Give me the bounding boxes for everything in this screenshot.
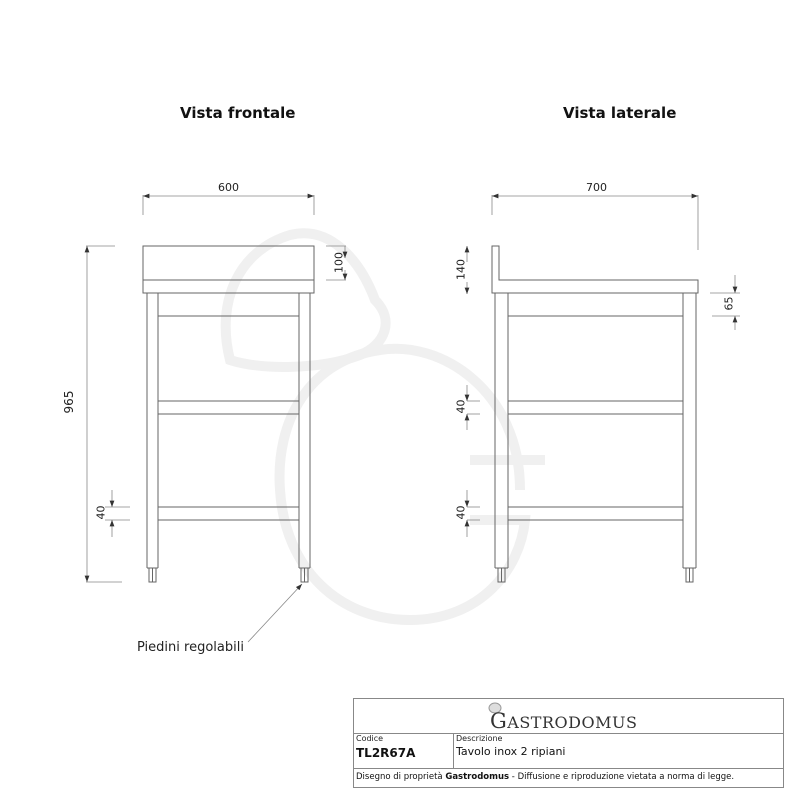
front-top-dim: 100	[332, 252, 346, 273]
side-shelf-dim-upper: 40	[454, 399, 468, 414]
title-block	[353, 698, 784, 788]
dimension-lines	[86, 195, 740, 642]
description-cell	[454, 733, 783, 769]
callout-leader	[248, 584, 302, 642]
side-backsplash-dim: 140	[454, 259, 468, 280]
front-width-dim: 600	[218, 181, 239, 194]
side-view-title: Vista laterale	[563, 104, 677, 122]
side-depth-dim: 700	[586, 181, 607, 194]
code-cell	[354, 733, 454, 769]
description-label: Descrizione	[456, 734, 503, 743]
side-top-dim: 65	[722, 296, 736, 311]
front-height-dim: 965	[62, 390, 76, 414]
brand-logo-area	[354, 699, 783, 734]
front-view-title: Vista frontale	[180, 104, 296, 122]
adjustable-feet-label: Piedini regolabili	[137, 640, 244, 655]
description-value: Tavolo inox 2 ripiani	[456, 745, 566, 758]
watermark-logo	[226, 233, 545, 620]
copyright-notice: Disegno di proprietà Gastrodomus - Diffusione e riproduzione vietata a norma di legge.	[356, 772, 735, 782]
code-label: Codice	[356, 734, 384, 743]
brand-name: GASTRODOMUS	[490, 709, 638, 733]
code-value: TL2R67A	[356, 746, 416, 760]
front-shelf-dim: 40	[94, 505, 108, 520]
side-shelf-dim-lower: 40	[454, 505, 468, 520]
